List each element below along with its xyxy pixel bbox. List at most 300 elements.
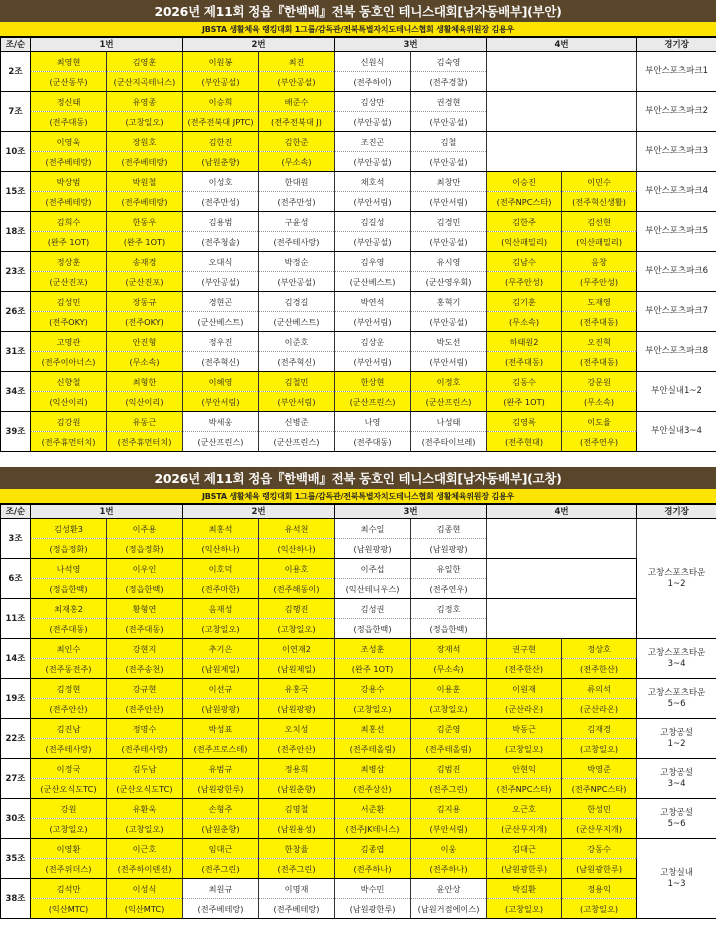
player-club: (남원춘향) <box>183 152 259 172</box>
player-name: 최수일 <box>335 519 411 539</box>
player-name: 김한준 <box>259 132 335 152</box>
court-name: 부안스포츠파크5 <box>637 212 716 252</box>
player-club: (익산이리) <box>31 392 107 412</box>
player-club: (군산프린스) <box>183 432 259 452</box>
player-club: (정읍한백) <box>411 619 487 639</box>
player-club: (부안공설) <box>411 152 487 172</box>
group-number: 7조 <box>1 92 31 132</box>
group-number: 34조 <box>1 372 31 412</box>
group-number: 35조 <box>1 839 31 879</box>
player-club: (군산영우회) <box>411 272 487 292</box>
group-row-clubs <box>1 272 716 292</box>
player-club: (전주대동) <box>31 619 107 639</box>
player-club: (남원광한루) <box>335 899 411 919</box>
player-club: (완주 1OT) <box>335 659 411 679</box>
column-header: 4번 <box>487 505 637 519</box>
player-name: 이명재 <box>259 879 335 899</box>
player-name: 오치성 <box>259 719 335 739</box>
player-club: (부안공설) <box>183 272 259 292</box>
player-name: 박수민 <box>335 879 411 899</box>
column-header: 2번 <box>183 505 335 519</box>
player-name: 나석영 <box>31 559 107 579</box>
player-name: 박길환 <box>487 879 562 899</box>
player-name: 조성훈 <box>335 639 411 659</box>
column-header: 경기장 <box>637 38 716 52</box>
player-name: 정우진 <box>183 332 259 352</box>
column-header: 1번 <box>31 505 183 519</box>
player-name: 최원규 <box>183 879 259 899</box>
player-name: 권구현 <box>487 639 562 659</box>
player-club: (익산MTC) <box>31 899 107 919</box>
player-club: (전주테사랑) <box>31 739 107 759</box>
player-name: 최형한 <box>107 372 183 392</box>
player-name: 강용수 <box>335 679 411 699</box>
player-name: 장원호 <box>107 132 183 152</box>
player-club: (남원춘향) <box>259 779 335 799</box>
player-club: (남원팡팡) <box>335 539 411 559</box>
player-club: (전주하나) <box>335 859 411 879</box>
player-name: 경현곤 <box>183 292 259 312</box>
player-name: 신원식 <box>335 52 411 72</box>
player-club: (전주안산) <box>259 739 335 759</box>
group-row-clubs <box>1 819 716 839</box>
player-name: 최홍석 <box>183 519 259 539</box>
group-row <box>1 132 716 152</box>
player-name: 이우인 <box>107 559 183 579</box>
group-number: 10조 <box>1 132 31 172</box>
group-row <box>1 212 716 232</box>
group-number: 2조 <box>1 52 31 92</box>
schedule-section-buan <box>0 0 716 452</box>
player-club: (전주대동) <box>107 619 183 639</box>
player-name: 이준호 <box>259 332 335 352</box>
player-club: (익산패밀리) <box>487 232 562 252</box>
group-row-clubs <box>1 232 716 252</box>
group-row-clubs <box>1 779 716 799</box>
player-name: 김재경 <box>562 719 637 739</box>
player-name: 송재경 <box>107 252 183 272</box>
group-number: 39조 <box>1 412 31 452</box>
group-row-clubs <box>1 352 716 372</box>
court-name: 고창공설 3~4 <box>637 759 716 799</box>
player-name: 김성민 <box>31 292 107 312</box>
player-club: (전주테사랑) <box>107 739 183 759</box>
column-header: 3번 <box>335 38 487 52</box>
player-name: 박정순 <box>259 252 335 272</box>
player-name: 이정호 <box>411 372 487 392</box>
player-club: (전주NPC스타) <box>487 192 562 212</box>
player-club: (전주경찰) <box>411 72 487 92</box>
player-club: (군산베스트) <box>335 272 411 292</box>
group-number: 18조 <box>1 212 31 252</box>
player-name: 김석만 <box>31 879 107 899</box>
player-club: (남원거점에이스) <box>411 899 487 919</box>
player-club: (정읍한백) <box>107 579 183 599</box>
group-row-clubs <box>1 392 716 412</box>
section-subtitle: JBSTA 생활체육 랭킹대회 1그룹/감독관/전북특별자치도테니스협회 생활체육위원장 김용우 <box>0 489 716 504</box>
player-name: 권경현 <box>411 92 487 112</box>
player-name: 김영훈 <box>107 52 183 72</box>
player-name: 황형연 <box>107 599 183 619</box>
player-club: (고창일오) <box>107 112 183 132</box>
group-row <box>1 92 716 112</box>
player-club: (부안공설) <box>335 112 411 132</box>
player-club: (전주해동이) <box>259 579 335 599</box>
group-row <box>1 839 716 859</box>
player-name: 서준환 <box>335 799 411 819</box>
player-name: 이혜영 <box>183 372 259 392</box>
player-name: 음재성 <box>183 599 259 619</box>
player-club: (부안서림) <box>335 192 411 212</box>
group-number: 27조 <box>1 759 31 799</box>
player-name: 정용익 <box>562 879 637 899</box>
player-club: (전주휴먼터치) <box>31 432 107 452</box>
player-name: 윤안상 <box>411 879 487 899</box>
player-name: 최병삼 <box>335 759 411 779</box>
player-name: 안현익 <box>487 759 562 779</box>
player-club: (전주JK테니스) <box>335 819 411 839</box>
player-name: 강현지 <box>107 639 183 659</box>
column-header: 1번 <box>31 38 183 52</box>
player-name: 이호덕 <box>183 559 259 579</box>
player-club: (전주테올림) <box>411 739 487 759</box>
player-club: (전주테사랑) <box>259 232 335 252</box>
player-name: 유석천 <box>259 519 335 539</box>
player-club: (남원춘향) <box>183 819 259 839</box>
player-name: 김강원 <box>31 412 107 432</box>
player-club: (전주한산) <box>562 659 637 679</box>
player-name: 이주용 <box>107 519 183 539</box>
player-name: 최영현 <box>31 52 107 72</box>
player-club: (익산하나) <box>183 539 259 559</box>
player-name: 박성표 <box>183 719 259 739</box>
player-club: (전주대동) <box>562 312 637 332</box>
player-club: (무소속) <box>487 312 562 332</box>
player-club: (군산진포) <box>31 272 107 292</box>
player-name: 나영 <box>335 412 411 432</box>
group-row <box>1 172 716 192</box>
player-club: (전주이아너스) <box>31 352 107 372</box>
player-name: 한대원 <box>259 172 335 192</box>
player-club: (부안서림) <box>183 392 259 412</box>
group-row-clubs <box>1 739 716 759</box>
player-club: (전주NPC스타) <box>562 779 637 799</box>
player-club: (전주하이) <box>335 72 411 92</box>
player-name: 박세웅 <box>183 412 259 432</box>
player-club: (전주NPC스타) <box>487 779 562 799</box>
schedule-section-gochang <box>0 467 716 919</box>
group-row <box>1 639 716 659</box>
player-club: (전주한산) <box>487 659 562 679</box>
court-name: 고창실내 1~3 <box>637 839 716 919</box>
column-header: 조/순 <box>1 38 31 52</box>
player-name: 한동우 <box>107 212 183 232</box>
group-number: 14조 <box>1 639 31 679</box>
empty-slot <box>487 132 637 172</box>
court-name: 부안스포츠파크1 <box>637 52 716 92</box>
group-row <box>1 719 716 739</box>
group-number: 11조 <box>1 599 31 639</box>
schedule-table <box>0 37 716 452</box>
player-club: (전주혁신생활) <box>562 192 637 212</box>
player-name: 조진곤 <box>335 132 411 152</box>
player-name: 오근호 <box>487 799 562 819</box>
player-club: (전주위더스) <box>31 859 107 879</box>
player-club: (무소속) <box>411 659 487 679</box>
player-name: 김성환3 <box>31 519 107 539</box>
player-name: 김명철 <box>259 799 335 819</box>
player-club: (전주현대) <box>487 432 562 452</box>
player-name: 유영종 <box>107 92 183 112</box>
player-club: (고창일오) <box>411 699 487 719</box>
player-club: (완주 1OT) <box>107 232 183 252</box>
player-name: 김영록 <box>487 412 562 432</box>
column-header: 2번 <box>183 38 335 52</box>
court-name: 부안스포츠파크7 <box>637 292 716 332</box>
player-name: 박동근 <box>487 719 562 739</box>
player-club: (전주프로스테) <box>183 739 259 759</box>
player-name: 나성태 <box>411 412 487 432</box>
player-name: 유동근 <box>107 412 183 432</box>
group-row <box>1 599 716 619</box>
player-name: 이용호 <box>259 559 335 579</box>
group-number: 19조 <box>1 679 31 719</box>
group-number: 15조 <box>1 172 31 212</box>
player-club: (부안공설) <box>411 312 487 332</box>
player-club: (무소속) <box>562 392 637 412</box>
player-club: (전주베테랑) <box>107 192 183 212</box>
player-club: (무소속) <box>107 352 183 372</box>
player-name: 김한진 <box>183 132 259 152</box>
section-subtitle: JBSTA 생활체육 랭킹대회 1그룹/감독관/전북특별자치도테니스협회 생활체육위원장 김용우 <box>0 22 716 37</box>
section-title: 2026년 제11회 정읍『한백배』전북 동호인 테니스대회[남자동배부](고창) <box>0 467 716 489</box>
player-name: 오대식 <box>183 252 259 272</box>
player-club: (군산진포) <box>107 272 183 292</box>
player-club: (전주청솔) <box>183 232 259 252</box>
column-header: 조/순 <box>1 505 31 519</box>
player-name: 장동규 <box>107 292 183 312</box>
player-club: (군산동부) <box>31 72 107 92</box>
empty-slot <box>487 599 637 639</box>
player-name: 안진형 <box>107 332 183 352</box>
group-row <box>1 292 716 312</box>
player-club: (정읍한백) <box>335 619 411 639</box>
player-club: (남원용성) <box>259 819 335 839</box>
player-club: (전주OKY) <box>107 312 183 332</box>
player-club: (정읍정화) <box>31 539 107 559</box>
group-row <box>1 519 716 539</box>
player-name: 김길성 <box>335 212 411 232</box>
player-name: 이승희 <box>183 92 259 112</box>
player-name: 김한주 <box>487 212 562 232</box>
player-name: 음창 <box>562 252 637 272</box>
player-name: 고명관 <box>31 332 107 352</box>
player-club: (전주혁신) <box>183 352 259 372</box>
player-club: (군산라온) <box>487 699 562 719</box>
player-club: (부안공설) <box>183 72 259 92</box>
player-club: (완주 1OT) <box>31 232 107 252</box>
player-club: (남원제일) <box>183 659 259 679</box>
player-club: (익산MTC) <box>107 899 183 919</box>
player-name: 이승진 <box>487 172 562 192</box>
player-club: (정읍정화) <box>107 539 183 559</box>
player-name: 김정현 <box>31 679 107 699</box>
court-name: 부안스포츠파크4 <box>637 172 716 212</box>
player-club: (전주그린) <box>183 859 259 879</box>
player-name: 배준수 <box>259 92 335 112</box>
player-name: 최홍선 <box>335 719 411 739</box>
player-club: (부안서림) <box>411 819 487 839</box>
court-name: 부안실내1~2 <box>637 372 716 412</box>
player-club: (무소속) <box>259 152 335 172</box>
player-club: (군산오식도TC) <box>107 779 183 799</box>
player-club: (군산무지개) <box>487 819 562 839</box>
player-club: (남원광한루) <box>183 779 259 799</box>
player-club: (부안공설) <box>335 232 411 252</box>
player-club: (군산지곡테니스) <box>107 72 183 92</box>
player-name: 오진혁 <box>562 332 637 352</box>
player-club: (전주베테랑) <box>31 152 107 172</box>
player-name: 박영준 <box>562 759 637 779</box>
player-name: 유시영 <box>411 252 487 272</box>
group-row-clubs <box>1 312 716 332</box>
empty-slot <box>487 52 637 92</box>
player-name: 최진 <box>259 52 335 72</box>
player-name: 김종현 <box>411 519 487 539</box>
player-name: 김행진 <box>259 599 335 619</box>
group-number: 23조 <box>1 252 31 292</box>
group-row-clubs <box>1 192 716 212</box>
group-row-clubs <box>1 899 716 919</box>
player-club: (무주안성) <box>487 272 562 292</box>
player-club: (고창일오) <box>107 819 183 839</box>
court-name: 부안스포츠파크6 <box>637 252 716 292</box>
court-name: 부안실내3~4 <box>637 412 716 452</box>
player-name: 김성권 <box>335 599 411 619</box>
player-club: (전주테올림) <box>335 739 411 759</box>
group-row <box>1 559 716 579</box>
player-club: (부안서림) <box>411 192 487 212</box>
player-name: 한창율 <box>259 839 335 859</box>
group-row <box>1 759 716 779</box>
player-club: (부안공설) <box>259 272 335 292</box>
court-name: 고창스포츠타운 3~4 <box>637 639 716 679</box>
player-club: (전주타이브레) <box>411 432 487 452</box>
player-club: (남원팡팡) <box>259 699 335 719</box>
player-club: (전주마한) <box>183 579 259 599</box>
player-name: 정용희 <box>259 759 335 779</box>
player-name: 강문원 <box>562 372 637 392</box>
player-club: (전주전북대 JPTC) <box>183 112 259 132</box>
player-club: (부안공설) <box>411 112 487 132</box>
player-name: 추기은 <box>183 639 259 659</box>
player-club: (고창일오) <box>335 699 411 719</box>
court-name: 고창스포츠타운 1~2 <box>637 519 716 639</box>
schedule-table <box>0 504 716 919</box>
group-row <box>1 252 716 272</box>
player-name: 김용범 <box>183 212 259 232</box>
player-name: 김상만 <box>335 92 411 112</box>
player-club: (전주송천) <box>107 659 183 679</box>
player-club: (전주만성) <box>183 192 259 212</box>
player-name: 유홍국 <box>259 679 335 699</box>
player-club: (군산프린스) <box>259 432 335 452</box>
group-row <box>1 372 716 392</box>
player-name: 김상운 <box>335 332 411 352</box>
court-name: 부안스포츠파크8 <box>637 332 716 372</box>
player-club: (익산하나) <box>259 539 335 559</box>
player-club: (군산프린스) <box>411 392 487 412</box>
player-club: (전주대동) <box>31 112 107 132</box>
player-club: (정읍한백) <box>31 579 107 599</box>
player-club: (익산테니우스) <box>335 579 411 599</box>
player-club: (전주혁신) <box>259 352 335 372</box>
player-name: 홍혁기 <box>411 292 487 312</box>
player-club: (전주대동) <box>335 432 411 452</box>
player-name: 한성민 <box>562 799 637 819</box>
player-club: (전주연우) <box>562 432 637 452</box>
empty-slot <box>487 559 637 599</box>
group-number: 38조 <box>1 879 31 919</box>
player-club: (전주베테랑) <box>259 899 335 919</box>
player-club: (고창일오) <box>487 899 562 919</box>
column-header: 3번 <box>335 505 487 519</box>
player-name: 신향철 <box>31 372 107 392</box>
player-club: (부안서림) <box>335 312 411 332</box>
player-club: (남원제일) <box>259 659 335 679</box>
player-club: (전주안산) <box>31 699 107 719</box>
group-row-clubs <box>1 859 716 879</box>
player-club: (전주그린) <box>411 779 487 799</box>
group-number: 22조 <box>1 719 31 759</box>
player-name: 김동수 <box>487 372 562 392</box>
court-name: 고창스포츠타운 5~6 <box>637 679 716 719</box>
player-club: (군산오식도TC) <box>31 779 107 799</box>
column-header: 4번 <box>487 38 637 52</box>
group-row <box>1 412 716 432</box>
player-name: 김우영 <box>335 252 411 272</box>
player-name: 이웅 <box>411 839 487 859</box>
player-name: 김준영 <box>411 719 487 739</box>
player-club: (전주하이텐션) <box>107 859 183 879</box>
player-name: 장재석 <box>411 639 487 659</box>
player-name: 정상훈 <box>31 252 107 272</box>
player-name: 김대근 <box>487 839 562 859</box>
player-name: 김종엽 <box>335 839 411 859</box>
player-name: 이용훈 <box>411 679 487 699</box>
player-club: (고창일오) <box>183 619 259 639</box>
player-name: 이성식 <box>107 879 183 899</box>
group-row-clubs <box>1 699 716 719</box>
player-name: 김희수 <box>31 212 107 232</box>
empty-slot <box>487 519 637 559</box>
player-name: 박도선 <box>411 332 487 352</box>
player-club: (고창일오) <box>487 739 562 759</box>
player-club: (군산무지개) <box>562 819 637 839</box>
empty-slot <box>487 92 637 132</box>
group-row <box>1 332 716 352</box>
group-row-clubs <box>1 659 716 679</box>
player-club: (남원팡팡) <box>411 539 487 559</box>
group-row <box>1 799 716 819</box>
player-club: (부안공설) <box>335 152 411 172</box>
player-name: 구윤성 <box>259 212 335 232</box>
player-name: 류의석 <box>562 679 637 699</box>
player-club: (전주전북대 J) <box>259 112 335 132</box>
player-name: 김철민 <box>259 372 335 392</box>
player-name: 김선현 <box>562 212 637 232</box>
player-name: 김두남 <box>107 759 183 779</box>
